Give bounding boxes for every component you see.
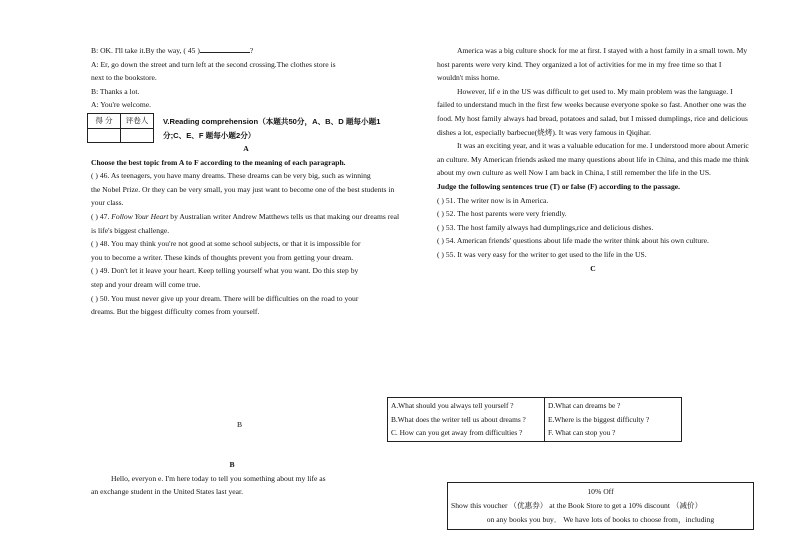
passage-b-para3: It was an exciting year, and it was a valuable education for me. I understood more about Americ an culture. My American friends asked me many questions about life in China, and this made me think about my own culture as well Now I am back in China, I still remember the life in the US. <box>437 141 749 178</box>
question-55: ( ) 55. It was very easy for the writer to get used to the life in the US. <box>437 249 647 259</box>
question-51: ( ) 51. The writer now is in America. <box>437 195 549 205</box>
question-46-cont: the Nobel Prize. Or they can be very small, you may just want to become one of the best students in your class. <box>91 184 395 208</box>
score-box <box>87 113 154 143</box>
question-52: ( ) 52. The host parents were very friendly. <box>437 209 567 219</box>
option-f: F. What can stop you ? <box>548 428 616 438</box>
option-c: C. How can you get away from difficulties ? <box>391 428 523 438</box>
question-47: ( ) 47. Follow Your Heart by Australian writer Andrew Matthews tells us that making our dreams real is life's biggest challenge. <box>91 211 400 235</box>
dialog-line: B: Thanks a lot. <box>91 86 140 96</box>
part-b-label-center: B <box>237 420 243 429</box>
question-54: ( ) 54. American friends' questions about life made the writer think about his own culture. <box>437 236 709 246</box>
voucher-box <box>447 482 754 530</box>
grader-label: 评卷人 <box>121 114 154 129</box>
dialog-line: A: You're welcome. <box>91 100 152 110</box>
section-title: V.Reading comprehension（本题共50分，A、B、D 题每小题1分;C、E、F 题每小题2分） <box>163 117 381 140</box>
option-e: E.Where is the biggest difficulty ? <box>548 414 650 424</box>
dialog-line: next to the bookstore. <box>91 73 157 83</box>
question-49: ( ) 49. Don't let it leave your heart. Keep telling yourself what you want. Do this step by <box>91 266 359 276</box>
score-cell[interactable] <box>88 128 121 142</box>
question-46: ( ) 46. As teenagers, you have many dreams. These dreams can be very big, such as winning <box>91 171 371 181</box>
question-50-cont: dreams. But the biggest difficulty comes from yourself. <box>91 307 260 317</box>
option-b: B.What does the writer tell us about dreams ? <box>391 414 526 424</box>
question-49-cont: step and your dream will come true. <box>91 279 201 289</box>
dialog-line: A: Er, go down the street and turn left at the second crossing.The clothes store is <box>91 59 336 69</box>
question-48-cont: you to become a writer. These kinds of thoughts prevent you from getting your dream. <box>91 252 354 262</box>
options-col-2 <box>545 398 682 442</box>
grader-cell[interactable] <box>121 128 154 142</box>
part-c-label: C <box>590 263 596 273</box>
left-column <box>91 44 401 112</box>
answer-blank-45[interactable] <box>200 44 250 53</box>
passage-b-intro-cont: an exchange student in the United States last year. <box>91 487 244 497</box>
score-label: 得 分 <box>88 114 121 129</box>
voucher-line-1: Show this voucher （优惠券） at the Book Store to get a 10% discount （减价） <box>451 501 703 510</box>
instruction-a: Choose the best topic from A to F according to the meaning of each paragraph. <box>91 157 346 167</box>
dialog-line-45: B: OK. I'll take it.By the way, ( 45 ) ? <box>91 46 254 55</box>
section-a <box>91 142 401 319</box>
options-table <box>387 397 682 442</box>
section-b <box>91 458 373 499</box>
right-column <box>437 44 749 275</box>
passage-b-intro: Hello, everyon e. I'm here today to tell you something about my life as <box>111 473 326 483</box>
passage-b-para1: America was a big culture shock for me at first. I stayed with a host family in a small town. My host parents were very kind. They organized a lot of activities for me in my free time so that I wouldn't miss home. <box>437 46 748 83</box>
voucher-line-2: on any books you buy． We have lots of books to choose from，including <box>486 515 715 524</box>
options-col-1 <box>388 398 545 442</box>
option-d: D.What can dreams be ? <box>548 401 621 410</box>
option-a: A.What should you always tell yourself ? <box>391 401 514 410</box>
voucher-title: 10% Off <box>587 487 614 496</box>
part-a-label: A <box>243 144 249 153</box>
instruction-judge: Judge the following sentences true (T) or false (F) according to the passage. <box>437 181 681 191</box>
question-53: ( ) 53. The host family always had dumplings,rice and delicious dishes. <box>437 222 654 232</box>
passage-b-para2: However, lif e in the US was difficult to get used to. My main problem was the language. I failed to understand much in the first few weeks because everyone spoke so fast. Another one was the food. My host family always had bread, potatoes and salad, but I missed dumplings, rice and delicious dishes a lot, especially barbecue(烧烤). It was very famous in Qiqihar. <box>437 86 748 137</box>
part-b-label: B <box>229 460 235 469</box>
question-48: ( ) 48. You may think you're not good at some school subjects, or that it is impossible for <box>91 239 361 249</box>
question-50: ( ) 50. You must never give up your dream. There will be difficulties on the road to your <box>91 293 359 303</box>
